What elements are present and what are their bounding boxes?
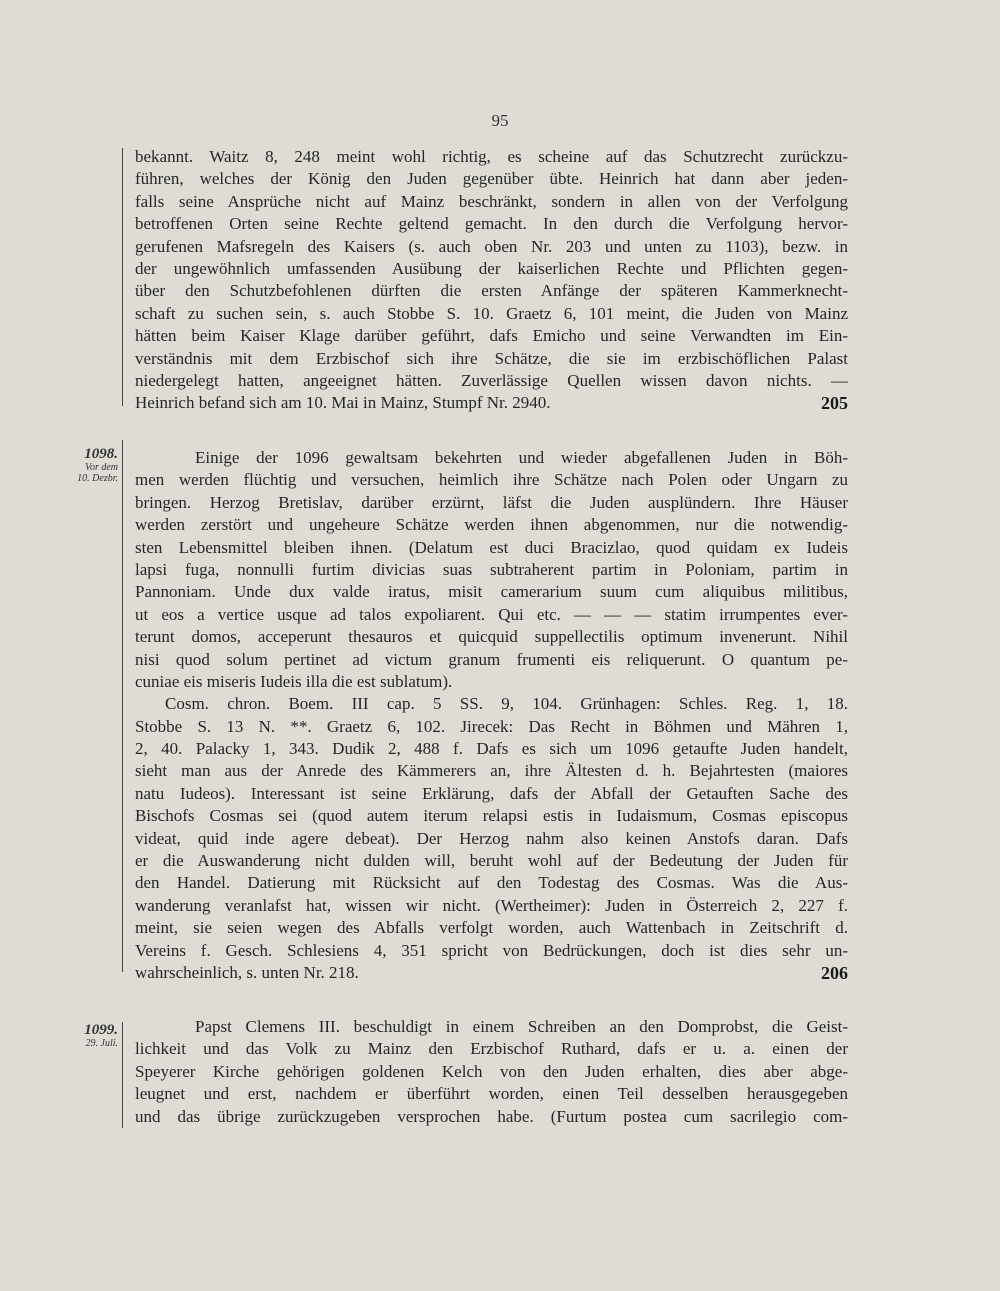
text-line: niedergelegt hatten, angeeignet hätten. Zuverlässige Quellen wissen davon nichts. — bbox=[135, 370, 848, 390]
text-line: der ungewöhnlich umfassenden Ausübung der kaiserlichen Rechte und Pflichten gegen- bbox=[135, 258, 848, 278]
text-line: men werden flüchtig und versuchen, heimlich ihre Schätze nach Polen oder Ungarn zu bbox=[135, 470, 848, 490]
margin-rule bbox=[122, 148, 123, 406]
text-line: wanderung veranlafst hat, wissen wir nicht. (Wertheimer): Juden in Österreich 2, 227 f. bbox=[135, 895, 848, 915]
text-line: bringen. Herzog Bretislav, darüber erzürnt, läfst die Juden ausplündern. Ihre Häuser bbox=[135, 492, 848, 512]
text-line: den Handel. Datierung mit Rücksicht auf den Todestag des Cosmas. Was die Aus- bbox=[135, 873, 848, 893]
text-line: Pannoniam. Unde dux valde iratus, misit camerarium suum cum aliquibus militibus, bbox=[135, 582, 848, 602]
text-line: natu Iudeos). Interessant ist seine Erklärung, dafs der Abfall der Getauften Sache des bbox=[135, 783, 848, 803]
text-line: er die Auswanderung nicht dulden will, beruht wohl auf der Bedeutung der Juden für bbox=[135, 851, 848, 871]
text-line: verständnis mit dem Erzbischof sich ihre Schätze, die sie im erzbischöflichen Palast bbox=[135, 348, 848, 368]
text-line: werden zerstört und ungeheure Schätze werden ihnen abgenommen, nur die notwendig- bbox=[135, 515, 848, 535]
text-line: nisi quod solum pertinet ad victum granum frumenti eis reliquerunt. O quantum pe- bbox=[135, 649, 848, 669]
text-line: sten Lebensmittel bleiben ihnen. (Delatum est duci Bracizlao, quod quidam ex Iudeis bbox=[135, 537, 848, 557]
sidenote-year: 1099. bbox=[84, 1022, 118, 1038]
text-line-last bbox=[135, 962, 848, 984]
text-line: 2, 40. Palacky 1, 343. Dudik 2, 488 f. Dafs es sich um 1096 getaufte Juden handelt, bbox=[135, 739, 848, 759]
text-line: Vereins f. Gesch. Schlesiens 4, 351 spricht von Bedrückungen, doch ist dies sehr un- bbox=[135, 940, 848, 960]
text-line: terunt domos, acceperunt thesauros et quicquid suppellectilis optimum invenerunt. Nihil bbox=[135, 627, 848, 647]
text-line: meint, sie seien wegen des Abfalls verfolgt worden, auch Wattenbach in Zeitschrift d. bbox=[135, 918, 848, 938]
text-line: über den Schutzbefohlenen dürften die ersten Anfänge der späteren Kammerknecht- bbox=[135, 281, 848, 301]
text-line: lichkeit und das Volk zu Mainz den Erzbischof Ruthard, dafs er u. a. einen der bbox=[135, 1039, 848, 1059]
text-line: führen, welches der König den Juden gegenüber übte. Heinrich hat dann aber jeden- bbox=[135, 169, 848, 189]
text-line: leugnet und erst, nachdem er überführt worden, einen Teil desselben herausgegeben bbox=[135, 1084, 848, 1104]
text-line: lapsi fuga, nonnulli furtim divicias suas subtraherent partim in Poloniam, partim in bbox=[135, 559, 848, 579]
sidenote-1099 bbox=[48, 1022, 118, 1049]
entry-206-text bbox=[135, 447, 848, 984]
text-line: bekannt. Waitz 8, 248 meint wohl richtig, es scheine auf das Schutzrecht zurückzu- bbox=[135, 147, 848, 166]
text-line: videat, quid inde agere debeat). Der Herzog nahm also keinen Anstofs daran. Dafs bbox=[135, 828, 848, 848]
text-line: wahrscheinlich, s. unten Nr. 218. bbox=[135, 962, 359, 982]
sidenote-year: 1098. bbox=[84, 446, 118, 462]
entry-1099-text bbox=[135, 1016, 848, 1128]
text-line-last bbox=[135, 392, 848, 414]
entry-number: 206 bbox=[821, 962, 848, 983]
text-line: Stobbe S. 13 N. **. Graetz 6, 102. Jirecek: Das Recht in Böhmen und Mähren 1, bbox=[135, 716, 848, 736]
text-line: und das übrige zurückzugeben versprochen habe. (Furtum postea cum sacrilegio com- bbox=[135, 1106, 848, 1126]
sidenote-date: 10. Dezbr. bbox=[77, 473, 118, 484]
text-line: ut eos a vertice usque ad talos expoliarent. Qui etc. — — — statim irrumpentes ever- bbox=[135, 604, 848, 624]
sidenote-date: 29. Juli. bbox=[85, 1038, 118, 1049]
sidenote-date: Vor dem bbox=[84, 462, 118, 473]
text-line: Heinrich befand sich am 10. Mai in Mainz, Stumpf Nr. 2940. bbox=[135, 393, 551, 413]
text-line: Bischofs Cosmas sei (quod autem iterum relapsi estis in Iudaismum, Cosmas episcopus bbox=[135, 806, 848, 826]
entry-number: 205 bbox=[821, 393, 848, 414]
text-line: cuniae eis miseris Iudeis illa die est sublatum). bbox=[135, 671, 453, 691]
text-line: Speyerer Kirche gehörigen goldenen Kelch von den Juden erhalten, dies aber abge- bbox=[135, 1061, 848, 1081]
text-line: sieht man aus der Anrede des Kämmerers an, ihre Ältesten d. h. Bejahrtesten (maiores bbox=[135, 761, 848, 781]
text-line: schaft zu suchen sein, s. auch Stobbe S. 10. Graetz 6, 101 meint, die Juden von Mainz bbox=[135, 303, 848, 323]
entry-205-text bbox=[135, 146, 848, 415]
text-line: falls seine Ansprüche nicht auf Mainz beschränkt, sondern in allen von der Verfolgung bbox=[135, 191, 848, 211]
text-line: Papst Clemens III. beschuldigt in einem Schreiben an den Domprobst, die Geist- bbox=[195, 1017, 848, 1036]
text-line: hätten beim Kaiser Klage darüber geführt, dafs Emicho und seine Verwandten im Ein- bbox=[135, 326, 848, 346]
page-number: 95 bbox=[491, 111, 509, 130]
margin-rule bbox=[122, 440, 123, 972]
text-line: Einige der 1096 gewaltsam bekehrten und wieder abgefallenen Juden in Böh- bbox=[195, 448, 848, 467]
text-line: betroffenen Orten seine Rechte geltend gemacht. In den durch die Verfolgung hervor- bbox=[135, 214, 848, 234]
sidenote-1098 bbox=[48, 446, 118, 484]
text-line: gerufenen Mafsregeln des Kaisers (s. auch oben Nr. 203 und unten zu 1103), bezw. in bbox=[135, 236, 848, 256]
margin-rule bbox=[122, 1022, 123, 1128]
text-line: Cosm. chron. Boem. III cap. 5 SS. 9, 104. Grünhagen: Schles. Reg. 1, 18. bbox=[165, 694, 848, 714]
